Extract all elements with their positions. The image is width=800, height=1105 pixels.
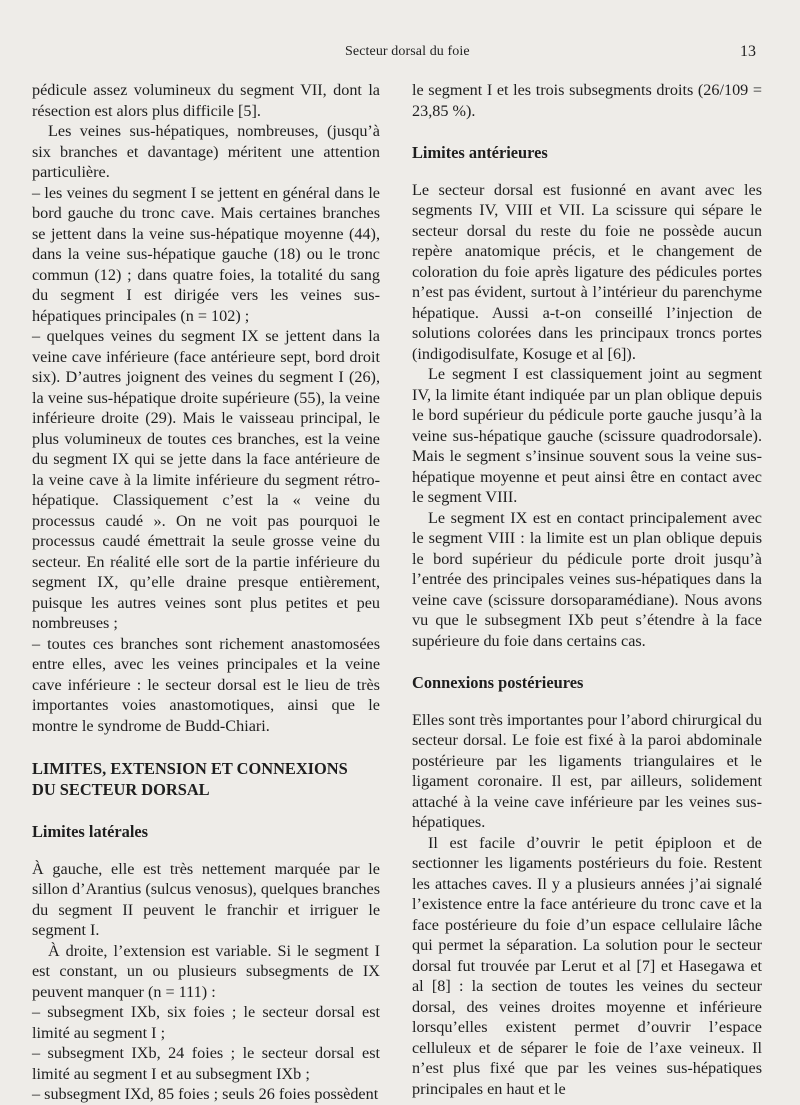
paragraph: le segment I et les trois subsegments droits (26/109 = 23,85 %).	[412, 81, 762, 120]
list-item: – subsegment IXd, 85 foies ; seuls 26 foies possèdent	[32, 1085, 379, 1103]
list-item: – quelques veines du segment IX se jettent dans la veine cave inférieure (face antérieure sept, bord droit six). D’autres joignent des veines du segment I (26), la veine sus-hépatique droite supérieure (55), la veine inférieure droite (29). Mais le vaisseau principal, le plus volumineux de toutes ces branches, est la veine du segment IX qui se jette dans la face antérieure de la veine cave à la limite inférieure du segment rétro-hépatique. Classiquement c’est la « veine du processus caudé ». On ne voit pas pourquoi le processus caudé émettrait la seule grosse veine du secteur. En réalité elle sort de la partie inférieure du segment IX, qu’elle draine presque entièrement, puisque les autres veines sont plus petites et peu nombreuses ;	[32, 327, 380, 632]
paragraph: Elles sont très importantes pour l’abord chirurgical du secteur dorsal. Le foie est fixé à la paroi abdominale postérieure par les ligaments triangulaires et le ligament coronaire. Il est, par ailleurs, solidement attaché à la veine cave inférieure par les veines sus-hépatiques.	[412, 710, 762, 831]
paragraph: À droite, l’extension est variable. Si le segment I est constant, un ou plusieurs subsegments de IX peuvent manquer (n = 111) :	[32, 941, 380, 1001]
paragraph: pédicule assez volumineux du segment VII, dont la résection est alors plus difficile [5].	[32, 81, 380, 120]
subheading-posterior-connections: Connexions postérieures	[412, 673, 584, 692]
paragraph: Le segment I est classiquement joint au segment IV, la limite étant indiquée par un plan oblique depuis le bord supérieur du pédicule porte gauche jusqu’à la veine sus-hépatique gauche (scissure quadrodorsale). Mais le segment s’insinue souvent sous la veine sus-hépatique moyenne et peut ainsi être en contact avec le segment VIII.	[412, 365, 762, 506]
subheading-anterior-limits: Limites antérieures	[412, 143, 548, 162]
list-item: – subsegment IXb, 24 foies ; le secteur dorsal est limité au segment I et au subsegment IXb ;	[32, 1044, 380, 1083]
subheading-lateral-limits: Limites latérales	[32, 822, 149, 841]
section-title-line2: DU SECTEUR DORSAL	[32, 780, 210, 799]
paragraph: Le secteur dorsal est fusionné en avant avec les segments IV, VIII et VII. La scissure qui sépare le secteur dorsal du reste du foie ne possède aucun repère anatomique précis, et le changement de coloration du foie après ligature des pédicules portes n’est pas évident, surtout à l’intérieur du parenchyme hépatique. Aussi a-t-on conseillé l’injection de solutions colorées dans les principaux troncs portes (indigodisulfate, Kosuge et al [6]).	[412, 180, 762, 363]
section-title: LIMITES, EXTENSION ET CONNEXIONS	[32, 759, 348, 778]
page-number: 13	[740, 43, 756, 60]
paragraph: Les veines sus-hépatiques, nombreuses, (jusqu’à six branches et davantage) méritent une attention particulière.	[32, 122, 380, 181]
list-item: – les veines du segment I se jettent en général dans le bord gauche du tronc cave. Mais certaines branches se jettent dans la veine sus-hépatique moyenne (44), dans la veine sus-hépatique gauche (18) ou le tronc commun (12) ; dans quatre foies, la totalité du sang du segment I est dirigée vers les veines sus-hépatiques principales (n = 102) ;	[32, 183, 380, 325]
list-item: – subsegment IXb, six foies ; le secteur dorsal est limité au segment I ;	[32, 1003, 380, 1042]
paragraph: Le segment IX est en contact principalement avec le segment VIII : la limite est un plan oblique depuis le bord supérieur du pédicule porte droit jusqu’à l’entrée des principales veines sus-hépatiques dans la veine cave (scissure dorsoparamédiane). Nous avons vu que le subsegment IXb peut s’étendre à la face supérieure du foie dans certains cas.	[412, 508, 762, 650]
list-item: – toutes ces branches sont richement anastomosées entre elles, avec les veines principales et la veine cave inférieure : le secteur dorsal est le lieu de très importantes voies anastomotiques, ainsi que le montre le syndrome de Budd-Chiari.	[32, 634, 380, 735]
paragraph: Il est facile d’ouvrir le petit épiploon et de sectionner les ligaments postérieurs du foie. Restent les attaches caves. Il y a plusieurs années j’ai signalé l’existence entre la face antérieure du tronc cave et la face postérieure du foie d’un espace cellulaire lâche qui permet la séparation. La solution pour le secteur dorsal fut trouvée par Lerut et al [7] et Hasegawa et al [8] : la section de toutes les veines du secteur dorsal, des veines droites moyenne et inférieure lorsqu’elles existent permet d’ouvrir l’espace celluleux et de séparer le foie de l’axe veineux. Il n’est plus fixé que par les veines sus-hépatiques principales en haut et le	[412, 833, 762, 1098]
paragraph: À gauche, elle est très nettement marquée par le sillon d’Arantius (sulcus venosus), quelques branches du segment II peuvent le franchir et irriguer le segment I.	[32, 859, 380, 939]
running-title: Secteur dorsal du foie	[345, 44, 470, 59]
right-column	[412, 80, 762, 1099]
left-column	[32, 80, 380, 1105]
